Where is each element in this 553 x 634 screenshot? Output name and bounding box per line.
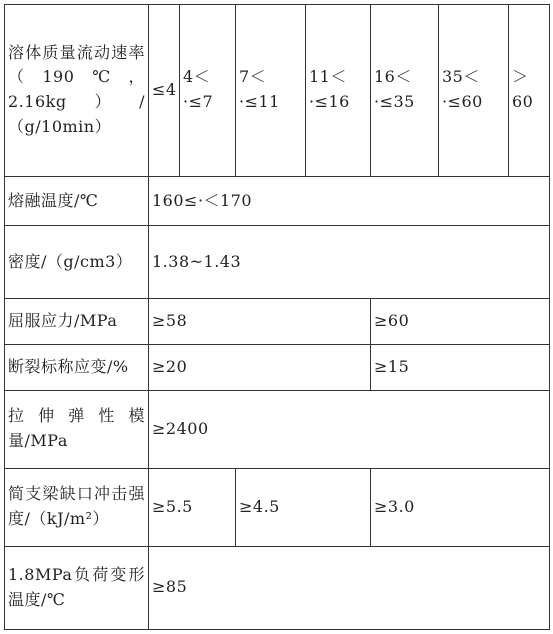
table-row — [5, 299, 550, 345]
value-cell: ≥2400 — [149, 390, 550, 468]
value-cell: 16＜ ·≤35 — [371, 5, 439, 177]
table-row — [5, 546, 550, 629]
row-label-yield-stress: 屈服应力/MPa — [5, 299, 149, 345]
value-cell: 11＜ ·≤16 — [306, 5, 371, 177]
properties-table — [4, 4, 550, 630]
value-cell: ≥5.5 — [149, 468, 236, 546]
value-cell: ≥20 — [149, 345, 371, 391]
row-label-melt-flow-rate: 溶体质量流动速率（190℃，2.16kg）/（g/10min） — [5, 5, 149, 177]
value-cell: 4＜ ·≤7 — [180, 5, 236, 177]
row-label-tensile-modulus: 拉伸弹性模量/MPa — [5, 390, 149, 468]
table-row — [5, 5, 550, 177]
value-cell: ＞ 60 — [509, 5, 550, 177]
row-label-nominal-strain: 断裂标称应变/% — [5, 345, 149, 391]
value-cell: 35＜ ·≤60 — [439, 5, 509, 177]
value-cell: ≥60 — [371, 299, 550, 345]
value-cell: 7＜ ·≤11 — [236, 5, 306, 177]
table-row — [5, 468, 550, 546]
value-cell: ≥85 — [149, 546, 550, 629]
table-row — [5, 226, 550, 299]
value-cell: ≥4.5 — [236, 468, 371, 546]
value-cell: ≥58 — [149, 299, 371, 345]
row-label-melting-temperature: 熔融温度/℃ — [5, 176, 149, 226]
value-cell: 160≤·＜170 — [149, 176, 550, 226]
value-cell: ≤4 — [149, 5, 180, 177]
row-label-charpy-impact: 简支梁缺口冲击强度/（kJ/m²） — [5, 468, 149, 546]
table-row — [5, 345, 550, 391]
value-cell: ≥15 — [371, 345, 550, 391]
value-cell: ≥3.0 — [371, 468, 550, 546]
row-label-density: 密度/（g/cm3） — [5, 226, 149, 299]
table-row — [5, 176, 550, 226]
row-label-heat-deflection: 1.8MPa负荷变形温度/℃ — [5, 546, 149, 629]
table-row — [5, 390, 550, 468]
value-cell: 1.38~1.43 — [149, 226, 550, 299]
